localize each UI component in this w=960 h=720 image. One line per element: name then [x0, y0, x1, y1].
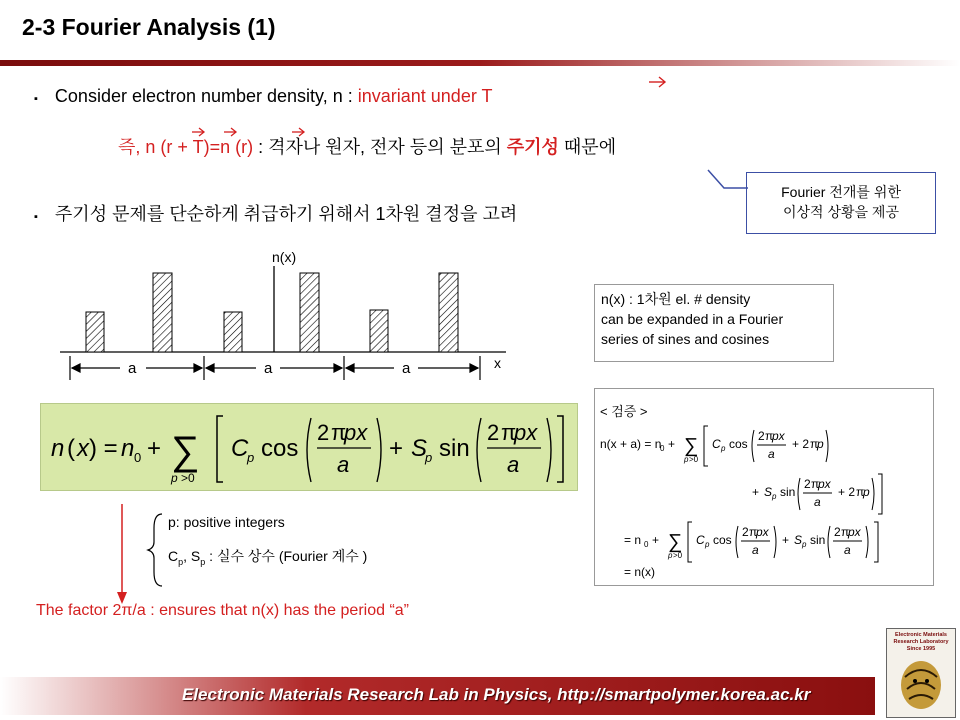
- svg-text:2: 2: [487, 420, 500, 445]
- description-line: series of sines and cosines: [601, 331, 770, 347]
- fourier-series-formula: [40, 403, 578, 491]
- svg-text:p: p: [705, 540, 710, 549]
- period-label: a: [128, 360, 137, 377]
- svg-text:π: π: [810, 437, 819, 451]
- density-diagram: [56, 248, 526, 383]
- density-peak-large: [300, 273, 319, 352]
- svg-text:n(x + a) = n: n(x + a) = n: [600, 437, 662, 451]
- periodicity-word: 주기성: [506, 137, 559, 157]
- svg-text:+: +: [389, 435, 404, 462]
- svg-text:a: a: [337, 452, 350, 477]
- svg-text:π: π: [331, 420, 347, 445]
- svg-text:cos: cos: [729, 437, 748, 451]
- density-peak-large: [153, 273, 172, 352]
- bullet-1d-crystal: [34, 200, 517, 226]
- p-definition: p: positive integers: [168, 514, 285, 530]
- svg-text:+: +: [668, 437, 676, 451]
- density-peak-small: [224, 312, 242, 352]
- parameter-bracket: [112, 502, 172, 606]
- period-label: a: [264, 360, 273, 377]
- invariant-phrase: invariant under T: [357, 86, 493, 106]
- svg-text:π: π: [765, 429, 774, 443]
- svg-text:∑: ∑: [684, 435, 699, 457]
- svg-text:2: 2: [317, 420, 330, 445]
- svg-text:px: px: [772, 429, 785, 443]
- svg-text:cos: cos: [713, 533, 732, 547]
- brace-icon: [148, 514, 162, 586]
- svg-text:>0: >0: [673, 551, 683, 560]
- svg-text:S: S: [764, 485, 773, 499]
- svg-text:a: a: [768, 447, 775, 461]
- bullet-icon: ▪: [34, 211, 38, 223]
- periodicity-text: : 격자나 원자, 전자 등의 분포의: [253, 137, 507, 157]
- density-description: [594, 284, 834, 362]
- fourier-equation: [41, 404, 577, 490]
- svg-text:a: a: [507, 452, 520, 477]
- description-line: n(x) : 1차원 el. # density: [601, 291, 751, 307]
- bullet-text: Consider electron number density, n :: [54, 86, 358, 106]
- density-peak-large: [439, 273, 458, 352]
- vector-arrow-icon: [647, 74, 669, 88]
- callout-connector: [706, 168, 750, 192]
- svg-text:2: 2: [758, 429, 765, 443]
- callout-line1: Fourier 전개를 위한: [781, 184, 901, 200]
- svg-text:cos: cos: [261, 435, 299, 462]
- title-divider: [0, 60, 960, 66]
- svg-text:0: 0: [644, 540, 649, 549]
- svg-text:n: n: [121, 435, 135, 462]
- translation-equation: 즉, n (r + T)=n (r): [118, 137, 254, 157]
- svg-text:π: π: [841, 525, 850, 539]
- density-peak-small: [370, 310, 388, 352]
- svg-text:p: p: [802, 540, 807, 549]
- callout-box: [746, 172, 936, 234]
- logo-text: Electronic Materials Research Laboratory Since 1995: [893, 632, 949, 652]
- density-peak-small: [86, 312, 104, 352]
- page-title: 2-3 Fourier Analysis (1): [22, 14, 276, 40]
- svg-text:p: p: [772, 492, 777, 501]
- svg-text:+: +: [752, 485, 760, 499]
- svg-text:π: π: [856, 485, 865, 499]
- svg-text:∑: ∑: [668, 531, 683, 553]
- svg-text:2: 2: [742, 525, 749, 539]
- svg-text:p: p: [817, 437, 824, 451]
- svg-text:sin: sin: [439, 435, 470, 462]
- because-text: 때문에: [558, 137, 617, 157]
- svg-text:π: π: [749, 525, 758, 539]
- svg-text:S: S: [411, 435, 428, 462]
- svg-text:+: +: [782, 533, 790, 547]
- svg-text:p: p: [668, 551, 673, 560]
- svg-text:2: 2: [834, 525, 841, 539]
- y-axis-label: n(x): [272, 249, 297, 265]
- svg-text:px: px: [818, 477, 831, 491]
- svg-text:= n(x): = n(x): [624, 565, 656, 579]
- verification-derivation: [596, 418, 932, 584]
- tiger-emblem-icon: [897, 657, 945, 713]
- bullet-electron-density: [34, 86, 493, 107]
- svg-text:C: C: [696, 533, 705, 547]
- c-symbol: C: [168, 548, 179, 564]
- period-label: a: [402, 360, 411, 377]
- coefficient-text: : 실수 상수 (Fourier 계수 ): [205, 548, 368, 564]
- footer-text: Electronic Materials Research Lab in Physics, http://smartpolymer.korea.ac.kr: [182, 685, 811, 704]
- svg-text:p: p: [425, 450, 433, 465]
- svg-text:C: C: [231, 435, 249, 462]
- svg-text:+ 2: + 2: [792, 437, 810, 451]
- svg-text:>0: >0: [689, 455, 699, 464]
- svg-text:p: p: [684, 455, 689, 464]
- svg-text:0: 0: [660, 444, 665, 453]
- x-axis-label: x: [494, 355, 501, 371]
- svg-text:+: +: [652, 533, 660, 547]
- svg-text:px: px: [756, 525, 769, 539]
- svg-text:π: π: [501, 420, 517, 445]
- svg-text:>0: >0: [181, 471, 195, 485]
- svg-text:+ 2: + 2: [838, 485, 856, 499]
- svg-text:+: +: [147, 435, 162, 462]
- svg-text:sin: sin: [810, 533, 826, 547]
- verification-title: < 검증 >: [600, 404, 648, 419]
- svg-text:px: px: [344, 420, 368, 445]
- svg-text:= n: = n: [624, 533, 642, 547]
- period-factor-note: The factor 2π/a : ensures that n(x) has the period “a”: [36, 602, 409, 619]
- bullet-text: 주기성 문제를 단순하게 취급하기 위해서 1차원 결정을 고려: [54, 204, 518, 224]
- svg-text:S: S: [794, 533, 803, 547]
- bullet-icon: ▪: [34, 93, 38, 105]
- svg-text:p: p: [721, 444, 726, 453]
- svg-text:a: a: [814, 495, 821, 509]
- svg-text:2: 2: [804, 477, 811, 491]
- svg-text:π: π: [811, 477, 820, 491]
- svg-text:p: p: [171, 471, 178, 485]
- svg-text:(: (: [67, 435, 75, 462]
- svg-text:p: p: [247, 450, 255, 465]
- svg-text:n: n: [51, 435, 65, 462]
- coefficient-definition: $C_p$, $S_p$ : 실수 상수 (Fourier 계수 ): [168, 548, 368, 567]
- callout-line2: 이상적 상황을 제공: [783, 204, 899, 220]
- svg-text:0: 0: [134, 450, 142, 465]
- lab-logo: [886, 628, 956, 718]
- svg-text:∑: ∑: [171, 429, 200, 473]
- svg-text:p: p: [863, 485, 870, 499]
- svg-text:C: C: [712, 437, 721, 451]
- description-line: can be expanded in a Fourier: [601, 311, 784, 327]
- vector-arrows-icon: [188, 124, 328, 138]
- svg-text:sin: sin: [780, 485, 796, 499]
- svg-text:px: px: [848, 525, 861, 539]
- svg-text:a: a: [844, 543, 851, 557]
- svg-text:) =: ) =: [89, 435, 118, 462]
- svg-text:x: x: [77, 435, 89, 462]
- svg-text:px: px: [514, 420, 538, 445]
- svg-text:a: a: [752, 543, 759, 557]
